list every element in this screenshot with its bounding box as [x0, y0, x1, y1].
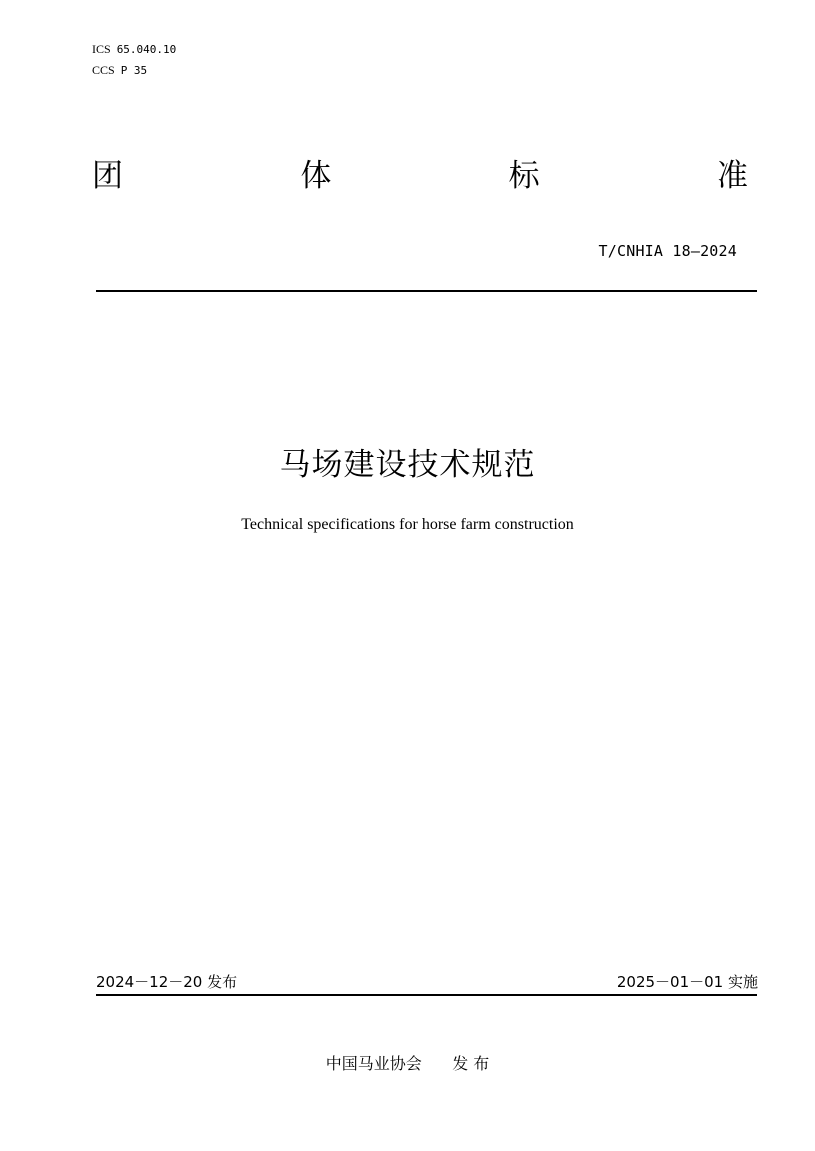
standard-type-heading [92, 156, 748, 196]
ccs-line [92, 63, 147, 78]
heading-char: 准 [716, 158, 748, 194]
ccs-code: P 35 [120, 64, 148, 77]
top-divider [96, 290, 757, 292]
publisher-action: 发 布 [452, 1054, 490, 1073]
heading-char: 标 [508, 158, 540, 194]
ics-line [92, 42, 176, 57]
heading-char: 团 [92, 158, 123, 194]
implementation-date: 2025－01－01 实施 [616, 973, 758, 991]
publisher-line [0, 1053, 815, 1075]
ics-label: ICS [92, 42, 111, 56]
bottom-divider [96, 994, 757, 996]
publisher-name: 中国马业协会 [325, 1054, 422, 1073]
standard-number: T/CNHIA 18—2024 [598, 242, 737, 260]
document-title-english: Technical specifications for horse farm construction [241, 516, 574, 533]
ics-code: 65.040.10 [116, 43, 177, 56]
heading-char: 体 [300, 158, 332, 194]
ccs-label: CCS [92, 63, 115, 77]
document-title-chinese: 马场建设技术规范 [279, 447, 536, 483]
publish-date: 2024－12－20 发布 [96, 973, 238, 991]
